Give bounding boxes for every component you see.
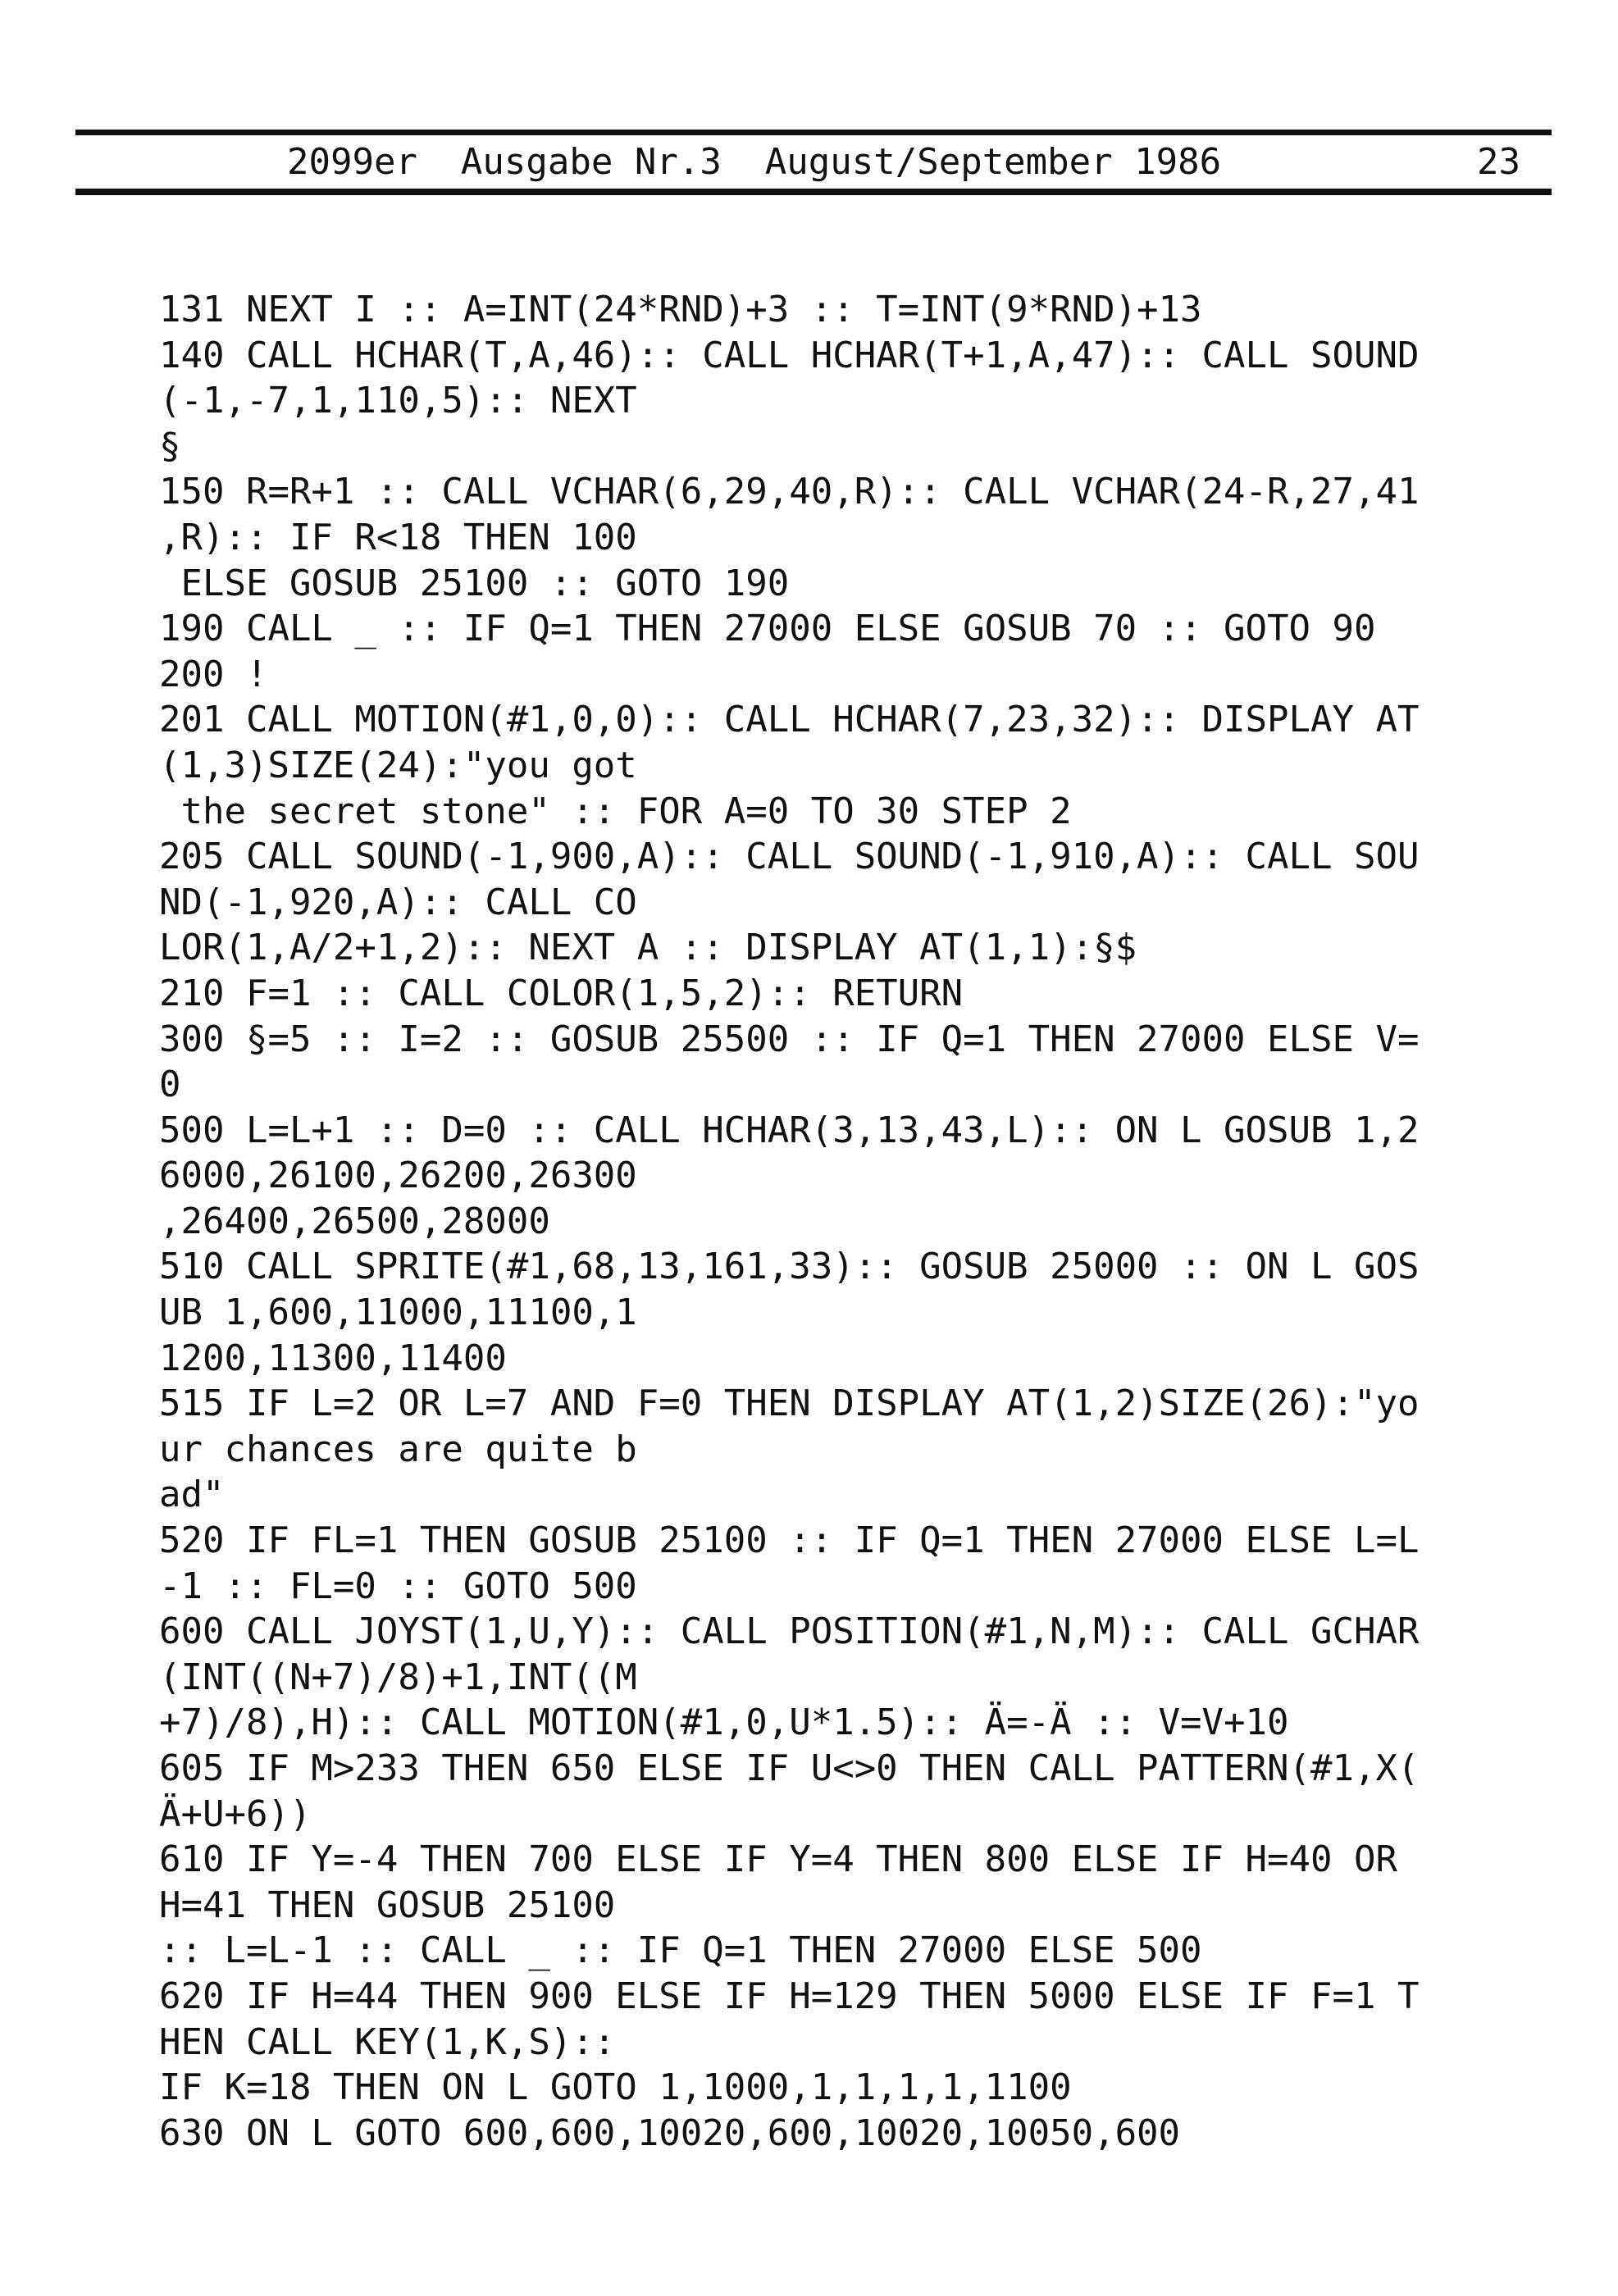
code-line: ND(-1,920,A):: CALL CO	[159, 881, 637, 923]
code-line: ,R):: IF R<18 THEN 100	[159, 516, 637, 558]
code-line: 630 ON L GOTO 600,600,10020,600,10020,10050,600	[159, 2112, 1181, 2154]
code-line: 620 IF H=44 THEN 900 ELSE IF H=129 THEN 5000 ELSE IF F=1 T	[159, 1975, 1420, 2017]
code-line: 1200,11300,11400	[159, 1337, 507, 1379]
code-line: UB 1,600,11000,11100,1	[159, 1292, 637, 1334]
code-line: 520 IF FL=1 THEN GOSUB 25100 :: IF Q=1 THEN 27000 ELSE L=L	[159, 1519, 1420, 1562]
code-line: H=41 THEN GOSUB 25100	[159, 1884, 616, 1926]
code-line: 190 CALL _ :: IF Q=1 THEN 27000 ELSE GOSUB 70 :: GOTO 90	[159, 608, 1376, 650]
code-line: 605 IF M>233 THEN 650 ELSE IF U<>0 THEN CALL PATTERN(#1,X(	[159, 1747, 1420, 1789]
code-line: 205 CALL SOUND(-1,900,A):: CALL SOUND(-1,910,A):: CALL SOU	[159, 836, 1420, 878]
code-line: 0	[159, 1064, 181, 1106]
code-line: §	[159, 425, 181, 467]
code-line: IF K=18 THEN ON L GOTO 1,1000,1,1,1,1,1100	[159, 2066, 1072, 2109]
code-line: 131 NEXT I :: A=INT(24*RND)+3 :: T=INT(9*RND)+13	[159, 289, 1202, 330]
header-top-rule	[75, 130, 1552, 135]
page-header	[75, 130, 1552, 197]
page-number: 23	[1477, 141, 1520, 183]
code-line: 140 CALL HCHAR(T,A,46):: CALL HCHAR(T+1,A,47):: CALL SOUND	[159, 334, 1420, 376]
issue-line: 2099er Ausgabe Nr.3 August/September 1986	[287, 141, 1222, 183]
code-line: 200 !	[159, 653, 268, 695]
code-line: Ä+U+6))	[159, 1793, 312, 1835]
code-line: ur chances are quite b	[159, 1428, 637, 1470]
header-text-row	[75, 138, 1552, 187]
code-line: HEN CALL KEY(1,K,S)::	[159, 2020, 616, 2063]
code-line: 515 IF L=2 OR L=7 AND F=0 THEN DISPLAY AT(1,2)SIZE(26):"yo	[159, 1383, 1420, 1425]
code-line: ad"	[159, 1474, 225, 1516]
code-line: (1,3)SIZE(24):"you got	[159, 744, 637, 786]
code-line: 201 CALL MOTION(#1,0,0):: CALL HCHAR(7,23,32):: DISPLAY AT	[159, 699, 1420, 741]
code-line: 510 CALL SPRITE(#1,68,13,161,33):: GOSUB 25000 :: ON L GOS	[159, 1246, 1420, 1288]
header-bottom-rule	[75, 189, 1552, 195]
code-line: 150 R=R+1 :: CALL VCHAR(6,29,40,R):: CALL VCHAR(24-R,27,41	[159, 471, 1420, 513]
code-line: 500 L=L+1 :: D=0 :: CALL HCHAR(3,13,43,L):: ON L GOSUB 1,2	[159, 1109, 1420, 1151]
code-line: 210 F=1 :: CALL COLOR(1,5,2):: RETURN	[159, 972, 964, 1014]
code-line: 6000,26100,26200,26300	[159, 1155, 637, 1197]
code-line: ELSE GOSUB 25100 :: GOTO 190	[159, 562, 790, 604]
code-line: 610 IF Y=-4 THEN 700 ELSE IF Y=4 THEN 800 ELSE IF H=40 OR	[159, 1838, 1397, 1881]
code-line: LOR(1,A/2+1,2):: NEXT A :: DISPLAY AT(1,1):§$	[159, 927, 1137, 969]
code-line: 600 CALL JOYST(1,U,Y):: CALL POSITION(#1,N,M):: CALL GCHAR	[159, 1610, 1420, 1653]
code-line: (-1,-7,1,110,5):: NEXT	[159, 380, 637, 422]
code-line: :: L=L-1 :: CALL _ :: IF Q=1 THEN 27000 ELSE 500	[159, 1929, 1202, 1972]
code-line: ,26400,26500,28000	[159, 1200, 550, 1242]
code-line: (INT((N+7)/8)+1,INT((M	[159, 1656, 637, 1698]
code-line: the secret stone" :: FOR A=0 TO 30 STEP 2	[159, 790, 1072, 832]
code-line: -1 :: FL=0 :: GOTO 500	[159, 1565, 637, 1607]
basic-program-listing	[159, 287, 1537, 2156]
code-line: +7)/8),H):: CALL MOTION(#1,0,U*1.5):: Ä=-Ä :: V=V+10	[159, 1702, 1289, 1744]
code-line: 300 §=5 :: I=2 :: GOSUB 25500 :: IF Q=1 THEN 27000 ELSE V=	[159, 1018, 1420, 1060]
